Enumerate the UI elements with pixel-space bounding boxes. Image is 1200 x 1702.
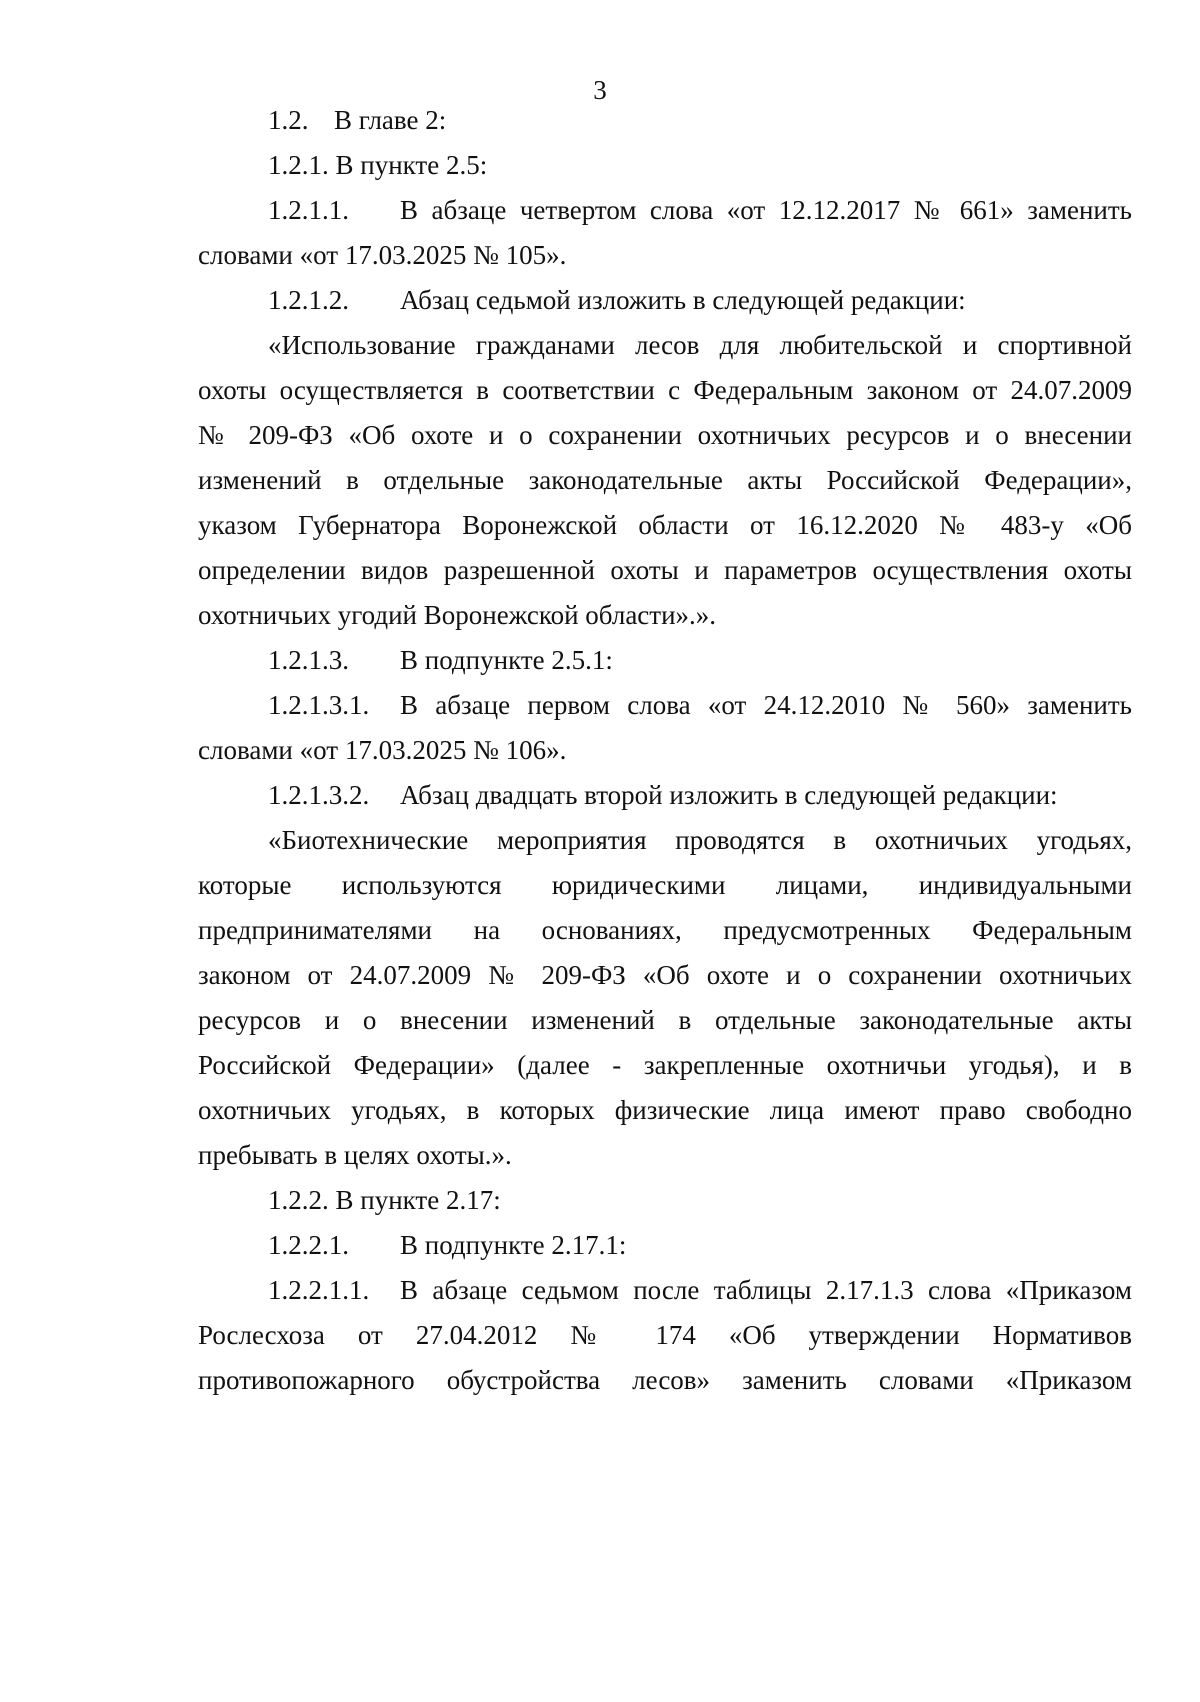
paragraph-line [198, 239, 1132, 271]
line-text: предпринимателями на основаниях, предусмотренных Федеральным [198, 915, 1132, 945]
line-text: В абзаце седьмом после таблицы 2.17.1.3 слова «Приказом [400, 1275, 1132, 1305]
paragraph-line [198, 374, 1132, 406]
line-text: охоты осуществляется в соответствии с Федеральным законом от 24.07.2009 [198, 375, 1132, 405]
paragraph-line [268, 1184, 1132, 1216]
line-text: № 209-ФЗ «Об охоте и о сохранении охотничьих ресурсов и о внесении [198, 420, 1132, 450]
clause-number: 1.2.1.3. [268, 645, 349, 675]
paragraph-line [198, 734, 1132, 766]
paragraph-line [268, 329, 1132, 361]
clause-number: 1.2.2.1. [268, 1230, 349, 1260]
paragraph-line [198, 1364, 1132, 1396]
line-text: В абзаце четвертом слова «от 12.12.2017 № 661» заменить [400, 195, 1132, 225]
paragraph-line [198, 554, 1132, 586]
paragraph-line [198, 959, 1132, 991]
line-text: указом Губернатора Воронежской области от 16.12.2020 № 483-у «Об [198, 510, 1132, 540]
line-text: определении видов разрешенной охоты и параметров осуществления охоты [198, 555, 1132, 585]
paragraph-line [198, 914, 1132, 946]
line-text: охотничьих угодьях, в которых физические лица имеют право свободно [198, 1095, 1132, 1125]
line-text: изменений в отдельные законодательные акты Российской Федерации», [198, 465, 1132, 495]
clause-number: 1.2.1.3.1. [268, 690, 370, 720]
line-text: законом от 24.07.2009 № 209-ФЗ «Об охоте и о сохранении охотничьих [198, 960, 1132, 990]
paragraph-line [198, 1319, 1132, 1351]
paragraph-line [198, 419, 1132, 451]
line-text: Абзац двадцать второй изложить в следующей редакции: [400, 780, 1058, 810]
page-number: 3 [593, 75, 607, 105]
line-text: словами «от 17.03.2025 № 106». [198, 735, 567, 765]
paragraph-line [268, 194, 1132, 226]
line-text: Рослесхоза от 27.04.2012 № 174 «Об утверждении Нормативов [198, 1320, 1132, 1350]
line-text: В пункте 2.17: [335, 1185, 501, 1215]
line-text: которые используются юридическими лицами, индивидуальными [198, 870, 1132, 900]
paragraph-line [268, 824, 1132, 856]
paragraph-line [198, 1049, 1132, 1081]
line-text: В абзаце первом слова «от 24.12.2010 № 560» заменить [400, 690, 1132, 720]
line-text: охотничьих угодий Воронежской области».». [198, 600, 717, 630]
line-text: противопожарного обустройства лесов» заменить словами «Приказом [198, 1365, 1132, 1395]
line-text: В подпункте 2.5.1: [400, 645, 613, 675]
line-text: В главе 2: [334, 105, 447, 135]
paragraph-line [198, 599, 1132, 631]
clause-number: 1.2.1.1. [268, 195, 349, 225]
clause-number: 1.2.1.2. [268, 285, 349, 315]
paragraph-line [268, 689, 1132, 721]
paragraph-line [198, 869, 1132, 901]
line-text: «Использование гражданами лесов для любительской и спортивной [268, 330, 1132, 360]
paragraph-line [198, 464, 1132, 496]
line-text: В пункте 2.5: [335, 150, 488, 180]
line-text: Абзац седьмой изложить в следующей редакции: [400, 285, 966, 315]
clause-number: 1.2.1.3.2. [268, 780, 370, 810]
clause-number: 1.2.1. [268, 150, 329, 180]
paragraph-line [268, 104, 1132, 136]
paragraph-line [198, 1004, 1132, 1036]
paragraph-line [268, 1274, 1132, 1306]
clause-number: 1.2.2.1.1. [268, 1275, 370, 1305]
paragraph-line [268, 644, 1132, 676]
line-text: В подпункте 2.17.1: [400, 1230, 627, 1260]
paragraph-line [198, 1139, 1132, 1171]
line-text: словами «от 17.03.2025 № 105». [198, 240, 567, 270]
line-text: пребывать в целях охоты.». [198, 1140, 512, 1170]
paragraph-line [268, 149, 1132, 181]
line-text: «Биотехнические мероприятия проводятся в охотничьих угодьях, [268, 825, 1132, 855]
clause-number: 1.2. [268, 105, 309, 135]
paragraph-line [268, 779, 1132, 811]
paragraph-line [268, 1229, 1132, 1261]
line-text: Российской Федерации» (далее - закрепленные охотничьи угодья), и в [198, 1050, 1132, 1080]
clause-number: 1.2.2. [268, 1185, 329, 1215]
paragraph-line [198, 1094, 1132, 1126]
line-text: ресурсов и о внесении изменений в отдельные законодательные акты [198, 1005, 1132, 1035]
paragraph-line [268, 284, 1132, 316]
paragraph-line [198, 509, 1132, 541]
